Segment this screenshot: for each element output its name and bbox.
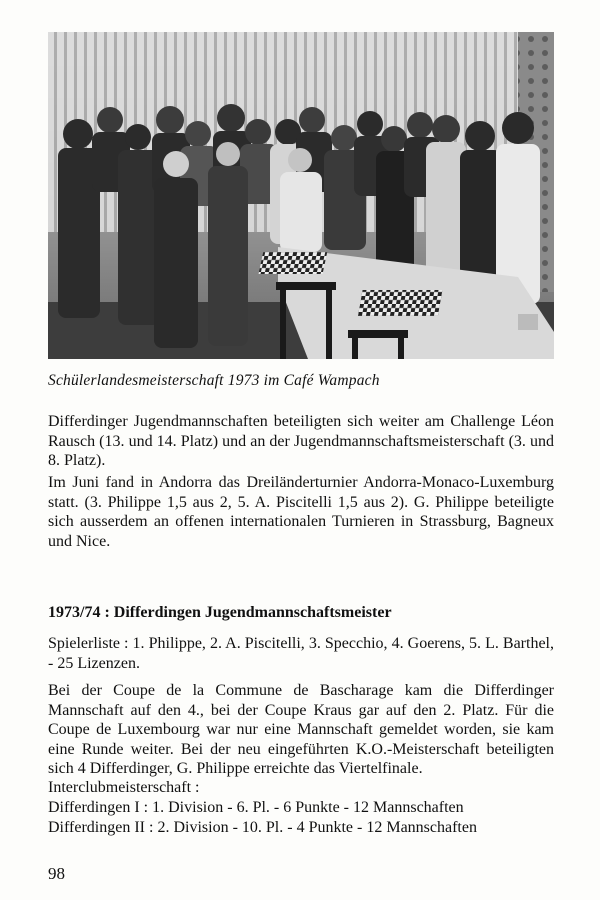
group-photo xyxy=(48,32,554,359)
group-photo-illustration xyxy=(48,32,554,359)
section-heading: 1973/74 : Differdingen Jugendmannschaftsmeister xyxy=(48,604,392,621)
paragraph-player-list: Spielerliste : 1. Philippe, 2. A. Piscitelli, 3. Specchio, 4. Goerens, 5. L. Barthel, - 25 Lizenzen. xyxy=(48,635,554,672)
standings-row-team-1: Differdingen I : 1. Division - 6. Pl. - 6 Punkte - 12 Mannschaften xyxy=(48,799,464,816)
standings-row-team-2: Differdingen II : 2. Division - 10. Pl. - 4 Punkte - 12 Mannschaften xyxy=(48,818,477,836)
paragraph-coupes: Bei der Coupe de la Commune de Bascharage kam die Differdinger Mannschaft auf den 4., bei der Coupe Kraus gar auf den 2. Platz. Für die Coupe de Luxembourg war nur eine Mannschaft gemeldet worden, sie kam eine Runde weiter. Bei der neu eingeführten K.O.-Meisterschaft beteiligten sich 4 Differdinger, G. Philippe erreichte das Viertelfinale. xyxy=(48,682,554,777)
paragraph-andorra: Im Juni fand in Andorra das Dreiländerturnier Andorra-Monaco-Luxemburg statt. (3. Philippe 1,5 aus 2, 5. A. Piscitelli 1,5 aus 2). G. Philippe beteiligte sich ausserdem an offenen internationalen Turnieren in Strassburg, Bagneux und Nice. xyxy=(48,474,554,550)
interclub-standings xyxy=(48,798,554,837)
page-number: 98 xyxy=(48,864,65,883)
paragraph-interclub-label: Interclubmeisterschaft : xyxy=(48,779,200,796)
photo-caption: Schülerlandesmeisterschaft 1973 im Café Wampach xyxy=(48,372,380,389)
paragraph-challenge: Differdinger Jugendmannschaften beteiligten sich weiter am Challenge Léon Rausch (13. und 14. Platz) und an der Jugendmannschaftsmeisterschaft (3. und 8. Platz). xyxy=(48,413,554,469)
